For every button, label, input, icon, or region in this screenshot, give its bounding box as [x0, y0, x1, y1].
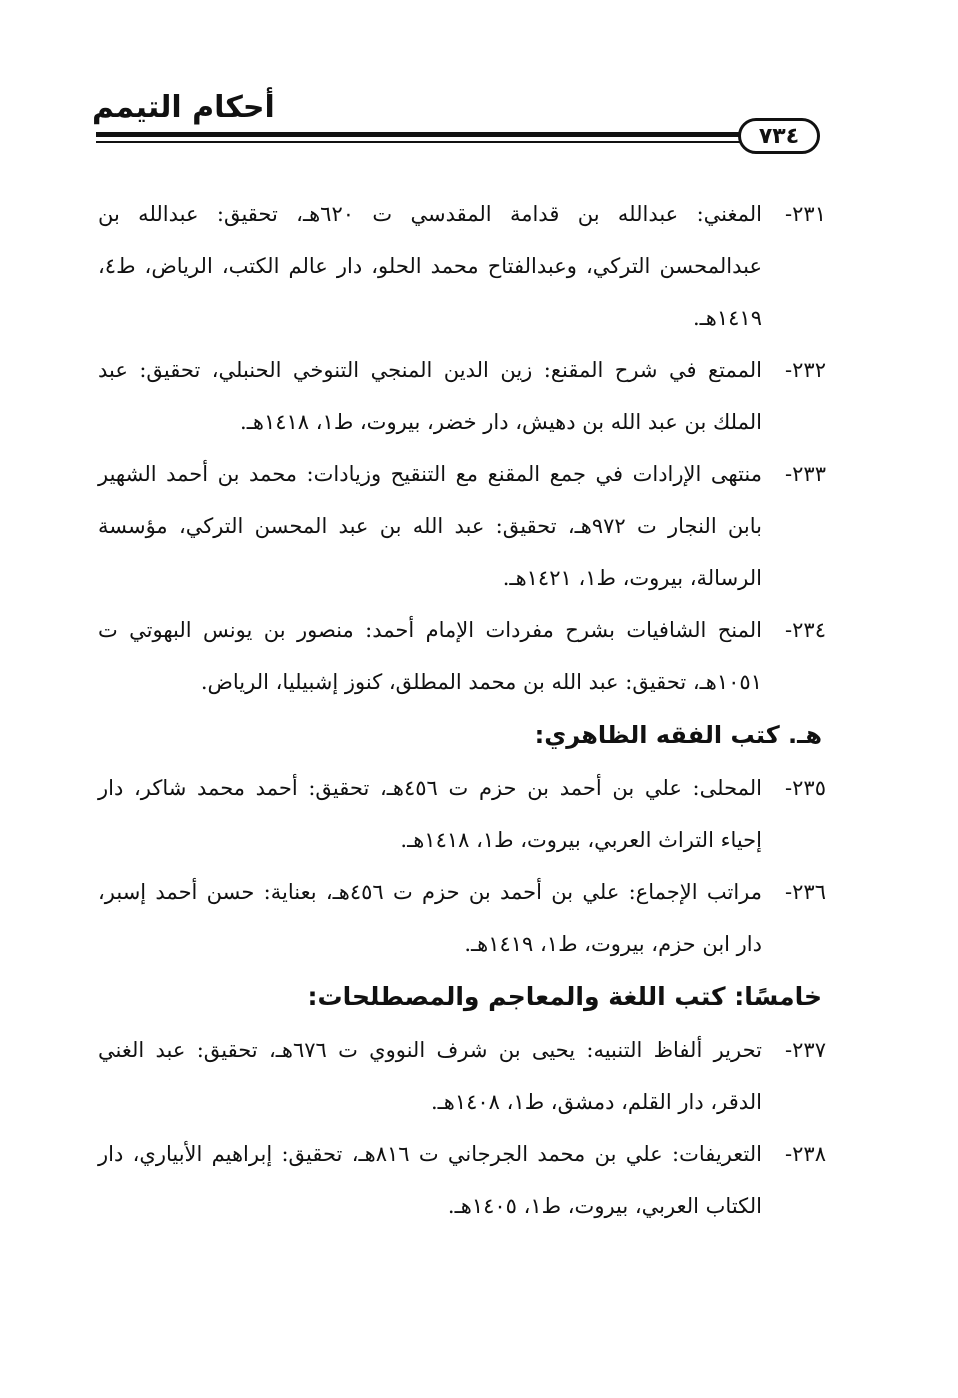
entry-number: ٢٣١- [785, 202, 826, 226]
bibliography-entry [98, 1024, 826, 1128]
bibliography-entry [98, 344, 826, 448]
entry-number: ٢٣٢- [785, 358, 826, 382]
entry-text: تحرير ألفاظ التنبيه: يحيى بن شرف النووي ت ٦٧٦هـ، تحقيق: عبد الغني الدقر، دار القلم، دمشق، ط١، ١٤٠٨هـ. [98, 1038, 762, 1114]
entry-number: ٢٣٣- [785, 462, 826, 486]
entry-text: منتهى الإرادات في جمع المقنع مع التنقيح وزيادات: محمد بن أحمد الشهير بابن النجار ت ٩٧٢هـ، تحقيق: عبد الله بن عبد المحسن التركي، مؤسسة الرسالة، بيروت، ط١، ١٤٢١هـ. [98, 462, 762, 590]
entry-number: ٢٣٥- [785, 776, 826, 800]
entry-text: المحلى: علي بن أحمد بن حزم ت ٤٥٦هـ، تحقيق: أحمد محمد شاكر، دار إحياء التراث العربي، بيروت، ط١، ١٤١٨هـ. [98, 776, 762, 852]
bibliography-content [98, 188, 826, 1232]
section-heading: هـ. كتب الفقه الظاهري: [534, 721, 822, 749]
entry-number: ٢٣٤- [785, 618, 826, 642]
page-number-frame [738, 118, 820, 154]
bibliography-entry [98, 448, 826, 604]
bibliography-entry [98, 762, 826, 866]
bibliography-entry [98, 866, 826, 970]
running-header-title: أحكام التيمم [92, 90, 275, 125]
entry-text: التعريفات: علي بن محمد الجرجاني ت ٨١٦هـ، تحقيق: إبراهيم الأبياري، دار الكتاب العربي، بيروت، ط١، ١٤٠٥هـ. [98, 1142, 763, 1218]
header-rule-thick [96, 132, 746, 137]
entry-number: ٢٣٦- [785, 880, 826, 904]
entry-number: ٢٣٧- [785, 1038, 826, 1062]
entry-text: الممتع في شرح المقنع: زين الدين المنجي التنوخي الحنبلي، تحقيق: عبد الملك بن عبد الله بن دهيش، دار خضر، بيروت، ط١، ١٤١٨هـ. [98, 358, 762, 434]
bibliography-entry [98, 1128, 826, 1232]
section-heading: خامسًا: كتب اللغة والمعاجم والمصطلحات: [307, 982, 822, 1011]
header-rule-thin [96, 141, 746, 143]
entry-text: المنح الشافيات بشرح مفردات الإمام أحمد: منصور بن يونس البهوتي ت ١٠٥١هـ، تحقيق: عبد الله بن محمد المطلق، كنوز إشبيليا، الرياض. [98, 618, 762, 694]
bibliography-entry [98, 188, 826, 344]
entry-number: ٢٣٨- [785, 1142, 826, 1166]
entry-text: المغني: عبدالله بن قدامة المقدسي ت ٦٢٠هـ، تحقيق: عبدالله بن عبدالمحسن التركي، وعبدالفتاح محمد الحلو، دار عالم الكتب، الرياض، ط٤، ١٤١٩هـ. [98, 202, 762, 330]
page-number: ٧٣٤ [758, 123, 800, 149]
bibliography-entry [98, 604, 826, 708]
entry-text: مراتب الإجماع: علي بن أحمد بن حزم ت ٤٥٦هـ، بعناية: حسن أحمد إسبر، دار ابن حزم، بيروت، ط١، ١٤١٩هـ. [98, 880, 762, 956]
